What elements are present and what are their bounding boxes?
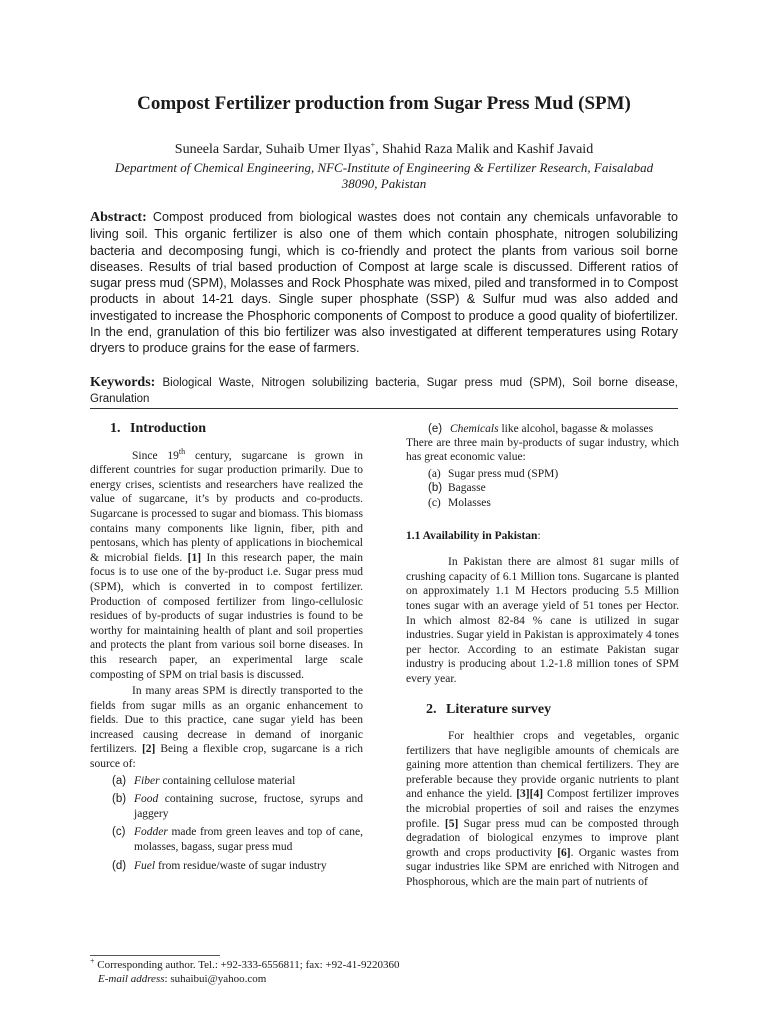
- section-heading-introduction: [110, 422, 363, 437]
- text-run: Compost fertilizer improves the microbial properties of soil and raises the enzymes profile.: [406, 788, 679, 830]
- text-run: In many areas SPM is directly transported to the fields from sugar mills as an organic enhancement to fields. Due to this practice, cane sugar yield has been increased causing decrease in demand of inorganic fertilizers.: [90, 685, 363, 756]
- list-text: Sugar press mud (SPM): [448, 467, 559, 480]
- citation: [1]: [187, 551, 202, 564]
- list-text: made from green leaves and top of cane, molasses, bagass, sugar press mud: [134, 826, 363, 854]
- section-heading-literature: [426, 703, 679, 718]
- sugarcane-sources-list: [90, 774, 363, 874]
- list-marker: (a): [112, 774, 127, 787]
- list-item: [90, 859, 363, 874]
- footnote-contact: [90, 958, 399, 972]
- right-column: [406, 422, 679, 890]
- authors-first: Suneela Sardar, Suhaib Umer Ilyas: [174, 142, 371, 157]
- affiliation-line-2: 38090, Pakistan: [341, 176, 427, 191]
- section-divider: [90, 408, 678, 409]
- keywords: [90, 375, 678, 407]
- authors-rest: , Shahid Raza Malik and Kashif Javaid: [375, 142, 594, 157]
- footnote-text: Corresponding author. Tel.: +92-333-6556811; fax: +92-41-9220360: [94, 959, 400, 971]
- list-term: Fiber: [134, 774, 160, 787]
- list-marker: (d): [112, 859, 127, 872]
- email-label: E-mail address: [98, 973, 165, 985]
- citation: [5]: [444, 817, 459, 830]
- list-item: [90, 825, 363, 854]
- subsection-title: 1.1 Availability in Pakistan: [406, 529, 538, 542]
- section-title: Literature survey: [446, 701, 552, 717]
- list-item: [406, 496, 679, 511]
- intro-paragraph-1: [90, 446, 363, 683]
- abstract: [90, 209, 678, 357]
- list-text: Bagasse: [448, 482, 486, 495]
- citation: [6]: [557, 846, 571, 859]
- sugarcane-sources-list-continued: [406, 422, 679, 437]
- section-number: 1.: [110, 421, 121, 436]
- list-marker: (b): [112, 793, 127, 806]
- list-marker: (e): [428, 423, 443, 435]
- footnote-email: [90, 972, 399, 986]
- list-marker: (c): [112, 826, 126, 839]
- literature-paragraph: [406, 729, 679, 890]
- list-marker: (a): [428, 467, 441, 480]
- footnote-mark: +: [90, 956, 95, 966]
- subsection-colon: :: [537, 529, 541, 542]
- left-column: [90, 422, 363, 877]
- list-item: [406, 422, 679, 437]
- email-value: : suhaibui@yahoo.com: [164, 973, 267, 985]
- byproducts-list: [406, 467, 679, 511]
- list-term: Fuel: [134, 859, 156, 872]
- list-marker: (b): [428, 482, 443, 495]
- list-text: containing sucrose, fructose, syrups and jaggery: [134, 793, 363, 820]
- affiliation-line-1: Department of Chemical Engineering, NFC-Institute of Engineering & Fertilizer Research, Faisalabad: [114, 160, 654, 175]
- abstract-label: Abstract:: [90, 210, 147, 225]
- list-text: from residue/waste of sugar industry: [155, 859, 327, 872]
- citation: [2]: [141, 743, 156, 756]
- footnote: [90, 958, 399, 986]
- section-number: 2.: [426, 701, 437, 717]
- availability-paragraph: In Pakistan there are almost 81 sugar mills of crushing capacity of 6.1 Million tons. Sugarcane is planted on approximately 1.1 M Hectors producing 5.5 Million tones sugar with an average yield of 51 tones per Hector. In which almost 82-84 % cane is utilized in sugar industries. Sugar yield in Pakistan is approximately 4 tones per hector. According to an estimate Pakistan sugar industry is producing about 1.2-1.8 million tones of SPM every year.: [406, 556, 679, 685]
- list-term: Food: [134, 793, 159, 806]
- byproducts-intro: There are three main by-products of sugar industry, which has great economic value:: [406, 436, 679, 464]
- text-run: century, sugarcane is grown in different countries for sugar production primarily. Due to energy crises, scientists and researchers have realized the value of sugarcane, it’s by products and co-products. Sugarcane is processed to sugar and biomass. This biomass contains many components like lignin, fiber, pith and pentosans, which has plenty of applications in biochemical & microbial fields.: [90, 449, 363, 564]
- list-item: [90, 792, 363, 821]
- text-run: . Organic wastes from sugar industries like SPM are enriched with Nitrogen and Phosphorous, which are the main part of nutrients of: [406, 846, 680, 889]
- list-item: [406, 467, 679, 482]
- list-text: Molasses: [448, 496, 491, 509]
- intro-paragraph-2: [90, 684, 363, 772]
- affiliation: [80, 160, 688, 192]
- list-item: [406, 481, 679, 496]
- list-item: [90, 774, 363, 789]
- footnote-divider: [90, 955, 220, 956]
- text-run: Since 19: [132, 449, 179, 462]
- list-marker: (c): [428, 496, 441, 509]
- citation: [3][4]: [516, 788, 544, 801]
- text-run: In this research paper, the main focus is to use one of the by-product i.e. Sugar press mud (SPM), which is converted in to compost fertilizer. Production of composed fertilizer from lingo-cellulosic residues of by-products of sugar industries is found to be worthy for maintaining health of plant and soil properties and protects the plant from various soil borne diseases. In this research paper, an experimental large scale composting of SPM on trial basis is discussed.: [90, 551, 363, 681]
- list-text: like alcohol, bagasse & molasses: [498, 423, 654, 435]
- paper-title: Compost Fertilizer production from Sugar Press Mud (SPM): [137, 93, 631, 114]
- list-term: Fodder: [134, 826, 168, 839]
- text-run: Sugar press mud can be composted through degradation of biological enzymes to improve plant growth and crops productivity: [406, 817, 679, 859]
- abstract-text: Compost produced from biological wastes does not contain any chemicals unfavorable to living soil. This organic fertilizer is also one of them which contain phosphate, nitrogen solubilizing bacteria and decomposing fungi, which is co-friendly and protect the plants from various soil borne diseases. Results of trial based production of Compost at large scale is discussed. Different ratios of sugar press mud (SPM), Molasses and Rock Phosphate was mixed, piled and transformed in to Compost products in about 14-21 days. Single super phosphate (SSP) & Sulfur mud was also added and investigated to increase the Phosphoric components of Compost to produce a good quality of biofertilizer. In the end, granulation of this bio fertilizer was also investigated at different temperatures using Rotary dryers to produce grains for the ease of farmers.: [90, 210, 678, 356]
- text-run: Being a flexible crop, sugarcane is a rich source of:: [90, 743, 363, 771]
- superscript: th: [178, 446, 186, 456]
- author-list: [60, 142, 708, 158]
- subsection-heading-availability: [406, 529, 679, 544]
- list-term: Chemicals: [450, 423, 499, 435]
- corresponding-mark: +: [370, 140, 376, 150]
- keywords-label: Keywords:: [90, 375, 156, 390]
- section-title: Introduction: [130, 421, 206, 436]
- list-text: containing cellulose material: [159, 774, 296, 787]
- keywords-text: Biological Waste, Nitrogen solubilizing bacteria, Sugar press mud (SPM), Soil borne disease, Granulation: [90, 377, 678, 405]
- text-run: For healthier crops and vegetables, organic fertilizers that have negligible amounts of chemicals are gaining more attention than chemical fertilizers. They are preferable because they provide organic nutrients to plant and enhance the yield.: [406, 730, 679, 801]
